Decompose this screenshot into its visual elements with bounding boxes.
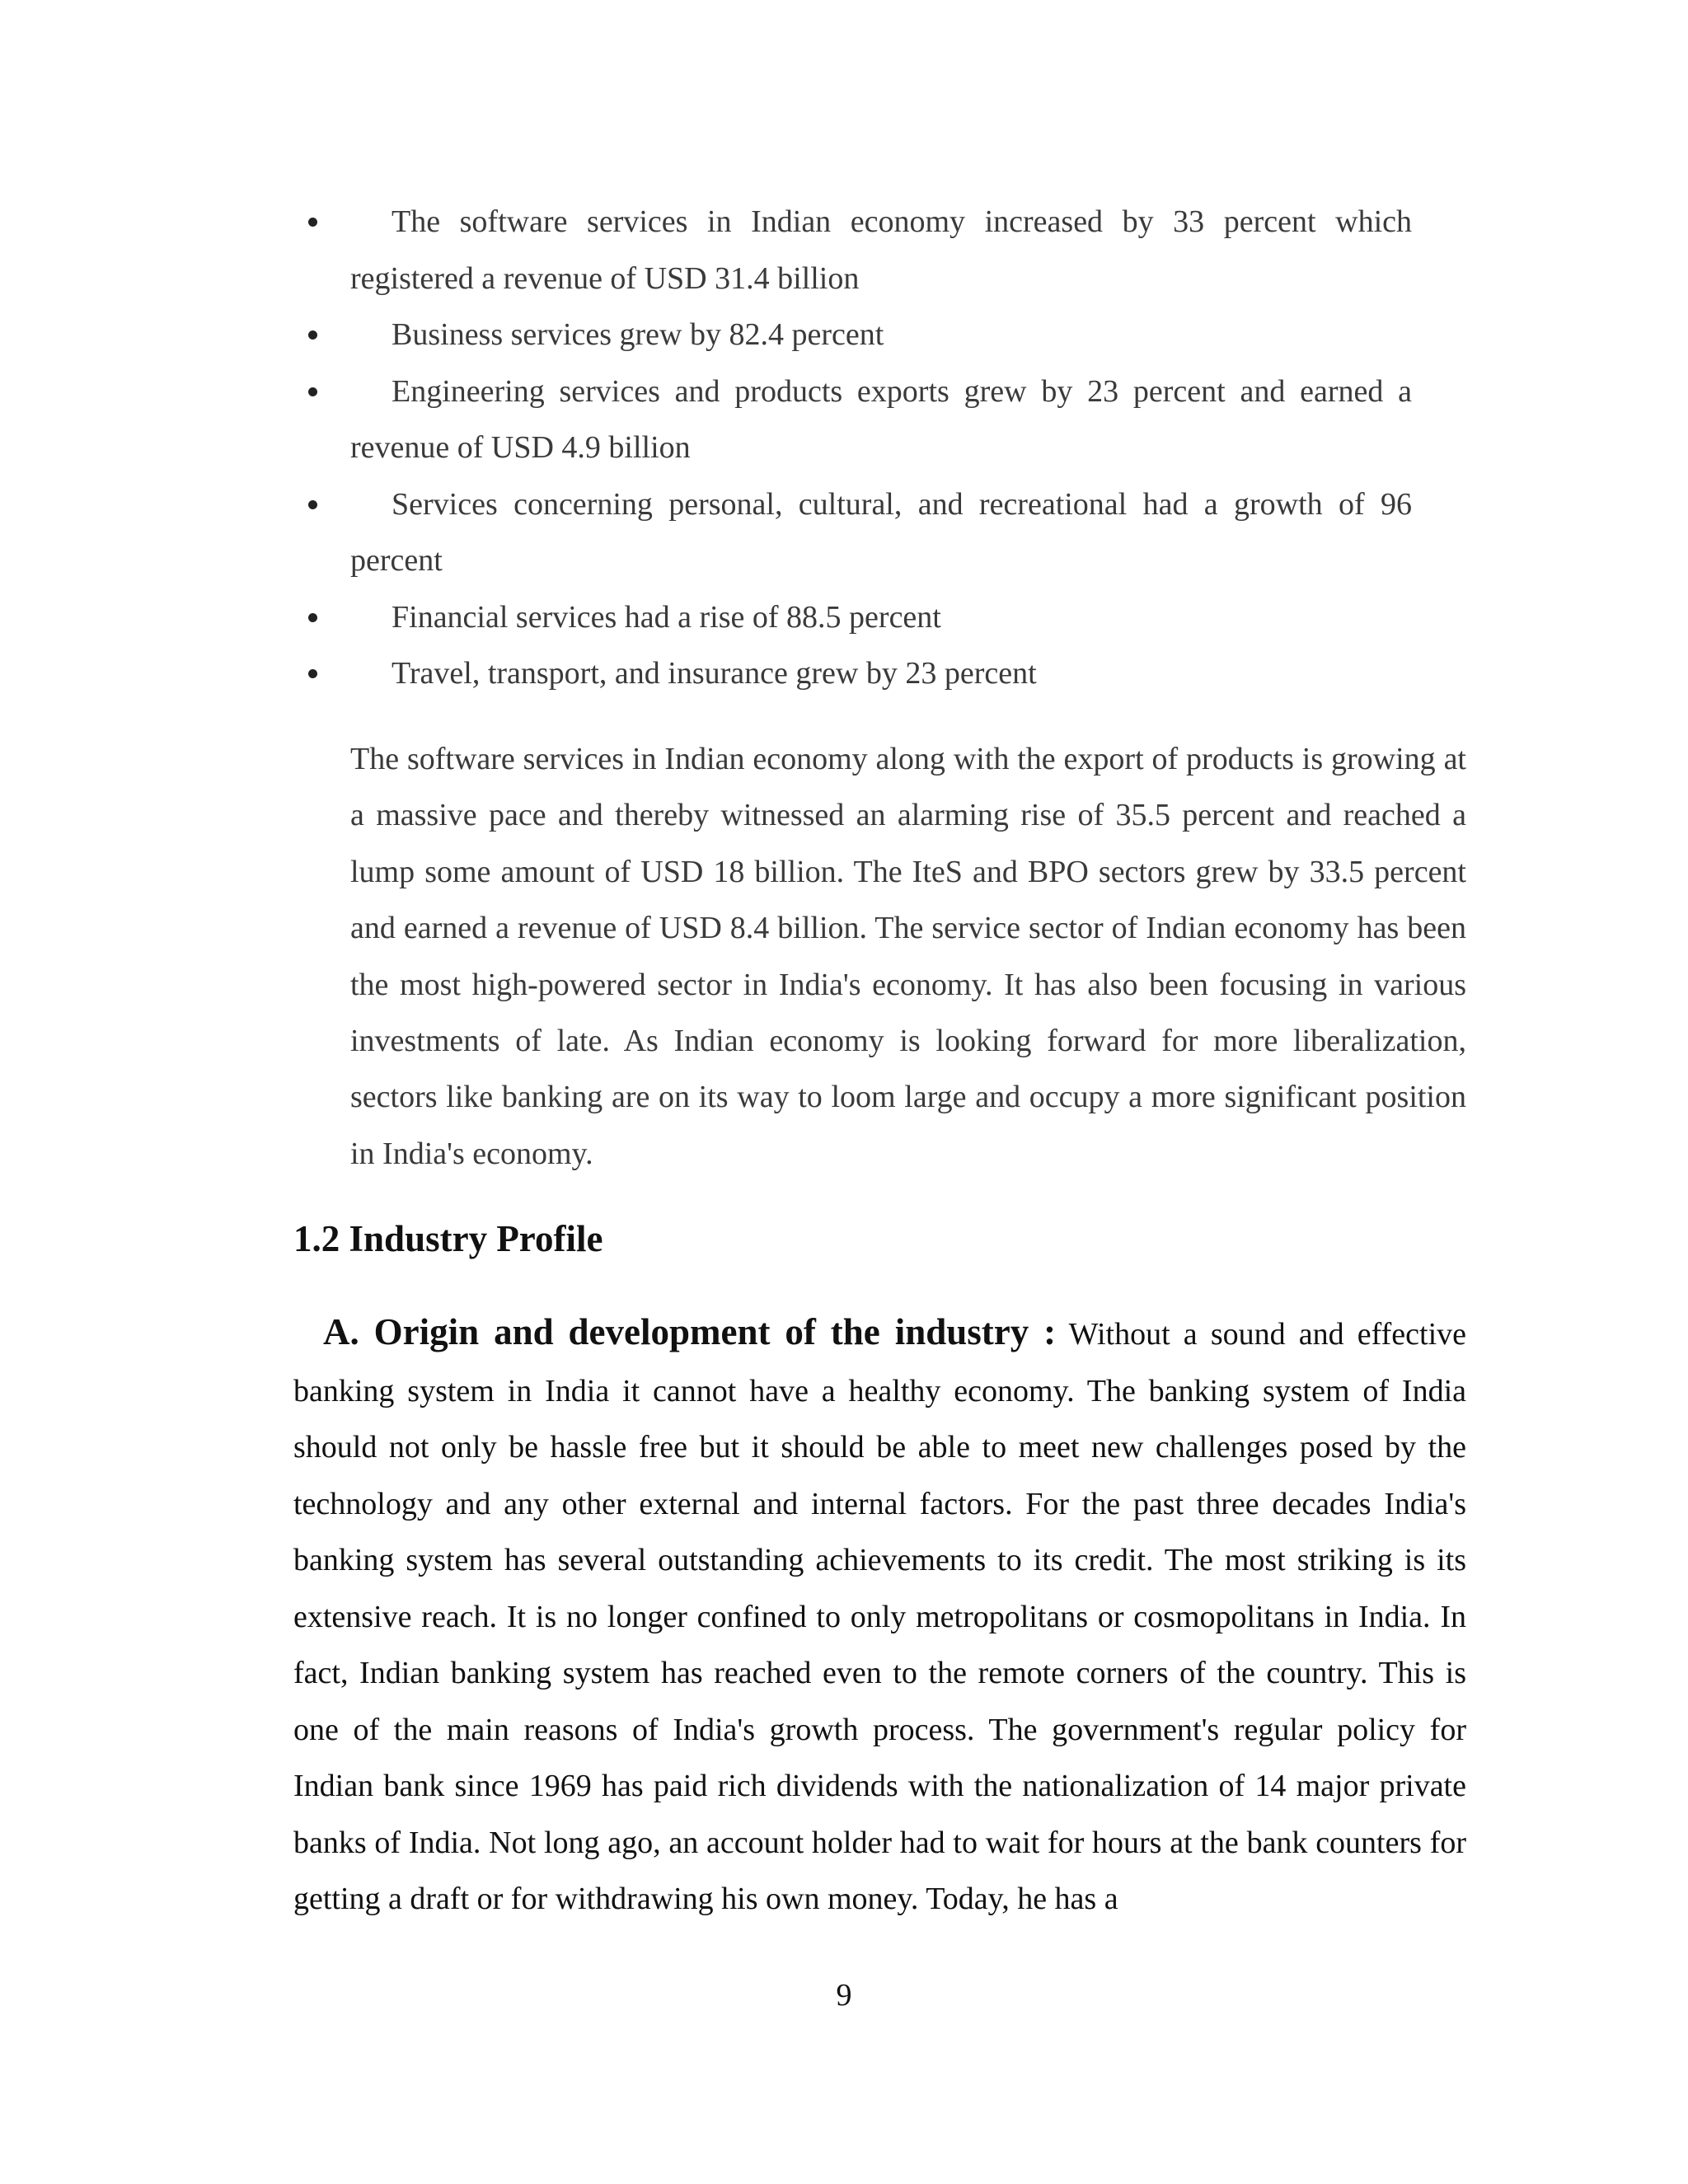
subsection-heading: A. Origin and development of the industry : [323, 1311, 1057, 1352]
list-item: Business services grew by 82.4 percent [350, 307, 1412, 363]
services-growth-list [350, 194, 1412, 702]
list-item: The software services in Indian economy increased by 33 percent which registered a revenue of USD 31.4 billion [350, 194, 1412, 307]
software-services-paragraph: The software services in Indian economy along with the export of products is growing at a massive pace and thereby witnessed an alarming rise of 35.5 percent and reached a lump some amount of USD 18 billion. The IteS and BPO sectors grew by 33.5 percent and earned a revenue of USD 8.4 billion. The service sector of Indian economy has been the most high-powered sector in India's economy. It has also been focusing in various investments of late. As Indian economy is looking forward for more liberalization, sectors like banking are on its way to loom large and occupy a more significant position in India's economy. [350, 742, 1466, 1171]
origin-development-paragraph [293, 1304, 1466, 1928]
list-item: Engineering services and products exports grew by 23 percent and earned a revenue of USD 4.9 billion [350, 363, 1412, 476]
origin-development-text: Without a sound and effective banking system in India it cannot have a healthy economy. The banking system of India should not only be hassle free but it should be able to meet new challenges posed by the technology and any other external and internal factors. For the past three decades India's banking system has several outstanding achievements to its credit. The most striking is its extensive reach. It is no longer confined to only metropolitans or cosmopolitans in India. In fact, Indian banking system has reached even to the remote corners of the country. This is one of the main reasons of India's growth process. The government's regular policy for Indian bank since 1969 has paid rich dividends with the nationalization of 14 major private banks of India. Not long ago, an account holder had to wait for hours at the bank counters for getting a draft or for withdrawing his own money. Today, he has a [293, 1317, 1466, 1916]
list-item: Services concerning personal, cultural, and recreational had a growth of 96 percent [350, 476, 1412, 589]
page-number: 9 [836, 1978, 852, 2013]
list-item: Travel, transport, and insurance grew by 23 percent [350, 645, 1412, 702]
section-heading: 1.2 Industry Profile [293, 1218, 603, 1259]
list-item: Financial services had a rise of 88.5 percent [350, 589, 1412, 646]
